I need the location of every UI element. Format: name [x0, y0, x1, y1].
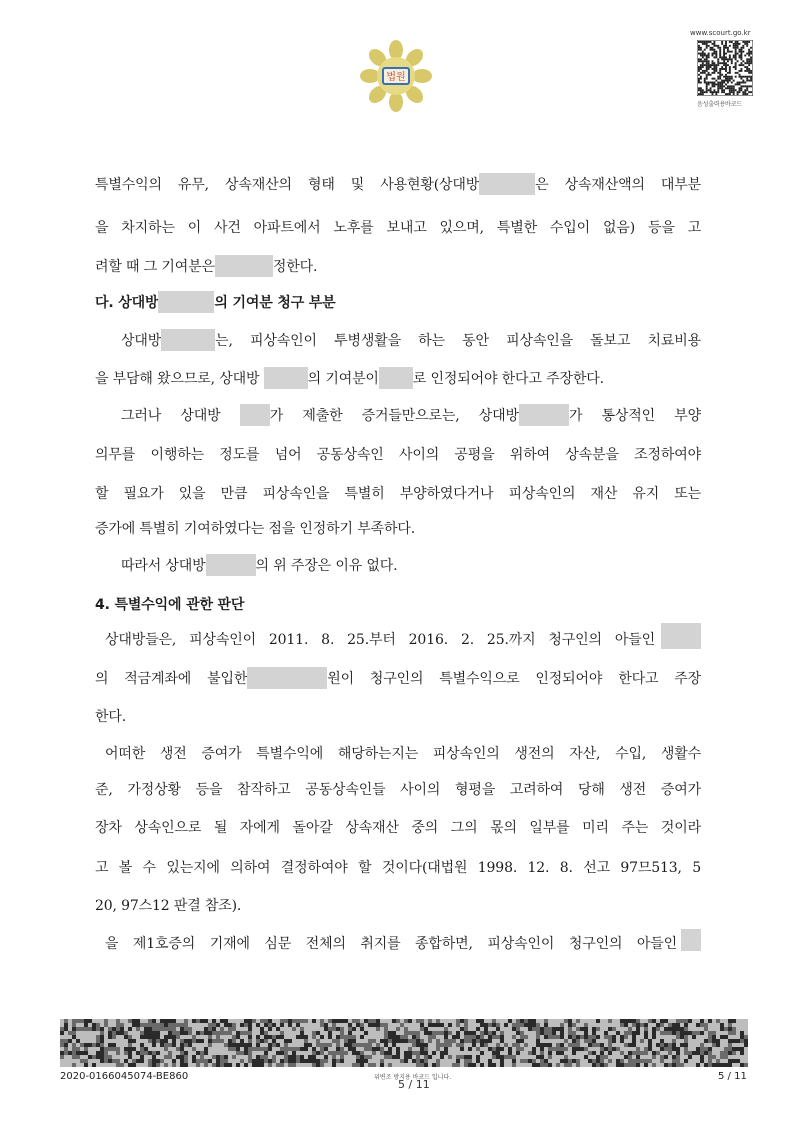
- svg-text:법원: 법원: [386, 72, 406, 83]
- section-heading: 4. 특별수익에 관한 판단: [95, 597, 245, 613]
- page-number: 5 / 11: [718, 1071, 747, 1082]
- text-line: 장차 상속인으로 될 자에게 돌아갈 상속재산 중의 그의 몫의 일부를 미리 주는 것이라: [95, 820, 701, 836]
- footer-note: 위변조 방지용 바코드 입니다.: [374, 1074, 452, 1081]
- text-line: 을 부담해 왔으므로, 상대방 의 기여분이 로 인정되어야 한다고 주장한다.: [95, 366, 701, 392]
- text-line: 그러나 상대방 가 제출한 증거들만으로는, 상대방 가 통상적인 부양: [121, 403, 701, 429]
- text-line: 의무를 이행하는 정도를 넘어 공동상속인 사이의 공평을 위하여 상속분을 조정하여야: [95, 447, 701, 463]
- document-id: 2020-0166045074-BE860: [60, 1071, 189, 1082]
- qr-code-icon: [697, 40, 753, 96]
- text-line: 려할 때 그 기여분은 정한다.: [95, 254, 701, 280]
- redaction: [206, 554, 256, 576]
- text-line: 을 차지하는 이 사건 아파트에서 노후를 보내고 있으며, 특별한 수입이 없음) 등을 고: [95, 220, 701, 236]
- text-line: 어떠한 생전 증여가 특별수익에 해당하는지는 피상속인의 생전의 자산, 수입, 생활수: [105, 746, 701, 762]
- text-line: 특별수익의 유무, 상속재산의 형태 및 사용현황(상대방 은 상속재산액의 대부분: [95, 172, 701, 198]
- court-seal-icon: [360, 40, 432, 112]
- redaction: [240, 404, 270, 426]
- text-line: 따라서 상대방 의 위 주장은 이유 없다.: [121, 553, 701, 579]
- text-line: 의 적금계좌에 불입한 원이 청구인의 특별수익으로 인정되어야 한다고 주장: [95, 666, 701, 692]
- redaction: [264, 367, 308, 389]
- redaction: [247, 667, 327, 689]
- text-line: 준, 가정상황 등을 참작하고 공동상속인들 사이의 형평을 고려하여 당해 생전 증여가: [95, 782, 701, 798]
- text-line: 할 필요가 있을 만큼 피상속인을 특별히 부양하였다거나 피상속인의 재산 유지 또는: [95, 486, 701, 502]
- redaction: [681, 929, 701, 951]
- redaction: [161, 329, 215, 351]
- text-line: 한다.: [95, 709, 127, 725]
- text-line: 을 제1호증의 기재에 심문 전체의 취지를 종합하면, 피상속인이 청구인의 아들인: [105, 936, 677, 952]
- text-line: 20, 97스12 판결 참조).: [95, 898, 242, 914]
- text-line: 고 볼 수 있는지에 의하여 결정하여야 할 것이다(대법원 1998. 12. 8. 선고 97므513, 5: [95, 860, 701, 876]
- text-line: 상대방 는, 피상속인이 투병생활을 하는 동안 피상속인을 돌보고 치료비용: [121, 328, 701, 354]
- qr-caption: 음성출력용바코드: [697, 101, 742, 108]
- text-line: 상대방들은, 피상속인이 2011. 8. 25.부터 2016. 2. 25.까지 청구인의 아들인: [105, 632, 655, 648]
- site-url: www.scourt.go.kr: [690, 29, 751, 37]
- center-page-number: 5 / 11: [398, 1078, 430, 1091]
- section-heading: 다. 상대방 의 기여분 청구 부분: [95, 290, 701, 316]
- anti-forgery-barcode-icon: [60, 1019, 748, 1067]
- redaction: [479, 173, 535, 195]
- redaction: [379, 367, 413, 389]
- redaction: [661, 623, 701, 649]
- redaction: [158, 291, 214, 313]
- text-line: 증가에 특별히 기여하였다는 점을 인정하기 부족하다.: [95, 521, 416, 537]
- redaction: [215, 255, 273, 277]
- redaction: [519, 404, 569, 426]
